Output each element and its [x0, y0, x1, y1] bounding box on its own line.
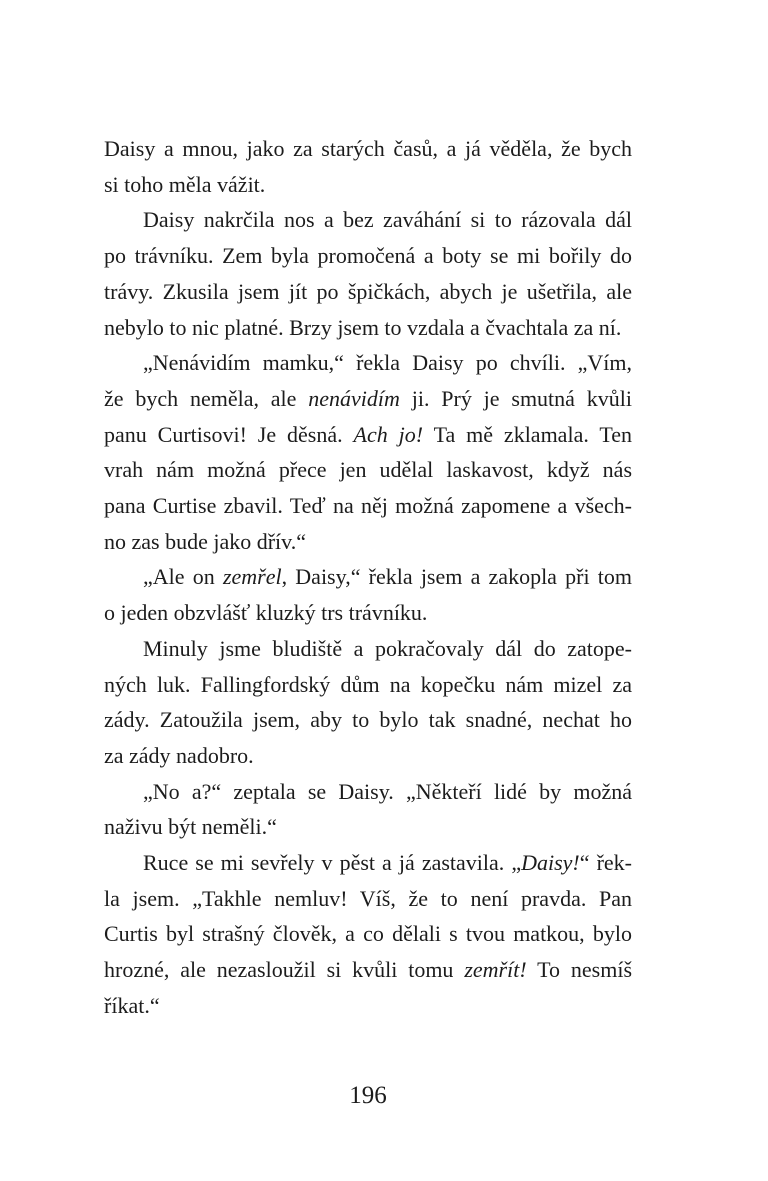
text-line: o jeden obzvlášť kluzký trs trávníku.: [104, 600, 428, 626]
text-line: nebylo to nic platné. Brzy jsem to vzdala a čvachtala za ní.: [104, 314, 622, 340]
text-line: Curtis byl strašný člověk, a co dělali s tvou matkou, bylo: [104, 921, 632, 947]
text-line: no zas bude jako dřív.“: [104, 528, 307, 554]
text-line: pana Curtise zbavil. Teď na něj možná zapomene a všech-: [104, 493, 632, 519]
text-line: panu Curtisovi! Je děsná. Ach jo! Ta mě zklamala. Ten: [104, 421, 632, 447]
text-line: za zády nadobro.: [104, 742, 254, 768]
paragraph: [104, 131, 632, 202]
text-line: Daisy nakrčila nos a bez zaváhání si to rázovala dál: [143, 207, 632, 233]
paragraph: [104, 559, 632, 630]
text-line: Minuly jsme bludiště a pokračovaly dál do zatope-: [143, 635, 632, 661]
text-line: zády. Zatoužila jsem, aby to bylo tak snadné, nechat ho: [104, 707, 632, 733]
paragraph: [104, 845, 632, 1024]
text-line: říkat.“: [104, 992, 160, 1018]
text-block: [104, 131, 632, 1024]
text-line: Ruce se mi sevřely v pěst a já zastavila. „Daisy!“ řek-: [143, 850, 632, 876]
text-line: la jsem. „Takhle nemluv! Víš, že to není pravda. Pan: [104, 885, 632, 911]
paragraph: [104, 631, 632, 774]
paragraph: [104, 202, 632, 345]
text-line: Daisy a mnou, jako za starých časů, a já věděla, že bych: [104, 136, 632, 161]
text-line: vrah nám možná přece jen udělal laskavost, když nás: [104, 457, 632, 483]
text-line: ných luk. Fallingfordský dům na kopečku nám mizel za: [104, 671, 632, 697]
paragraph: [104, 774, 632, 845]
paragraph: [104, 345, 632, 559]
text-line: „Ale on zemřel, Daisy,“ řekla jsem a zakopla při tom: [143, 564, 632, 590]
text-line: naživu být neměli.“: [104, 814, 277, 840]
text-line: hrozné, ale nezasloužil si kvůli tomu zemřít! To nesmíš: [104, 957, 632, 983]
text-line: že bych neměla, ale nenávidím ji. Prý je smutná kvůli: [104, 385, 632, 411]
text-line: po trávníku. Zem byla promočená a boty se mi bořily do: [104, 243, 632, 269]
page-number: 196: [349, 1082, 387, 1109]
text-line: si toho měla vážit.: [104, 171, 266, 197]
text-line: trávy. Zkusila jsem jít po špičkách, abych je ušetřila, ale: [104, 278, 632, 304]
text-line: „No a?“ zeptala se Daisy. „Někteří lidé by možná: [143, 778, 632, 804]
text-line: „Nenávidím mamku,“ řekla Daisy po chvíli. „Vím,: [143, 350, 632, 376]
